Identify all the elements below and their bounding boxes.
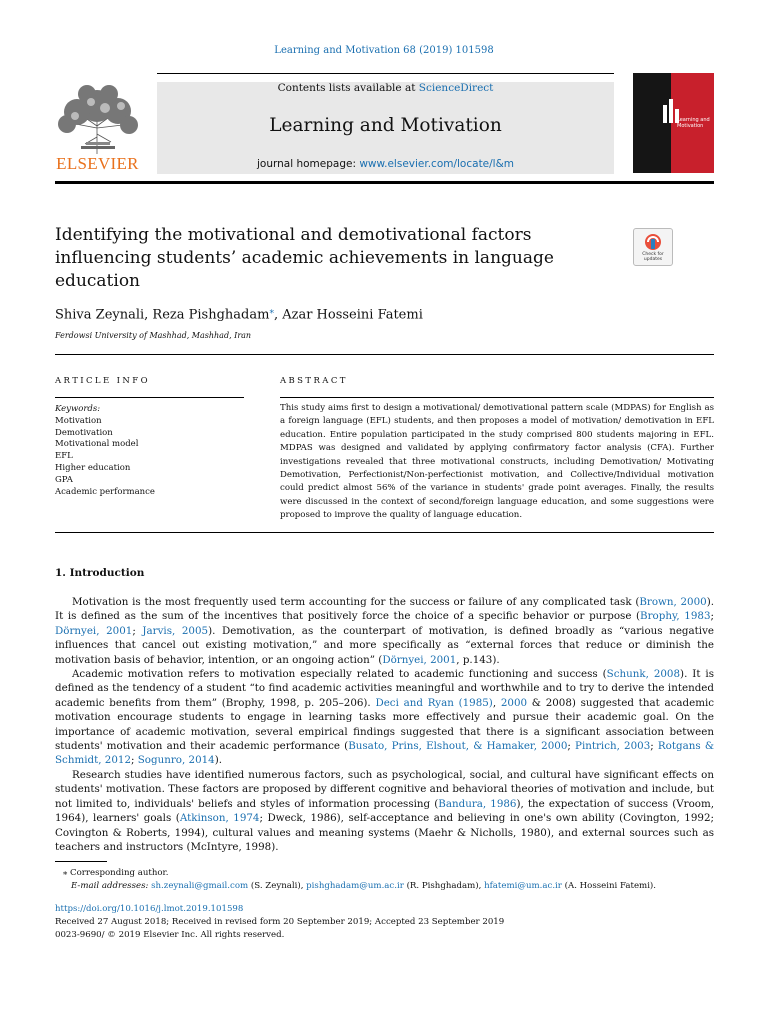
check-for-updates-badge[interactable] [633, 228, 673, 266]
text-run: , p.143). [456, 653, 500, 666]
keywords-label: Keywords: [55, 404, 101, 414]
text-run: ). It is defined as the tendency of a student “to find academic activities meaningful and worthwhile and to try to derive the intended academic benefits from them” (Brophy, 1998, p. 205–206). [55, 668, 714, 709]
contents-line [157, 82, 614, 94]
authors-part-2: , Azar Hosseini Fatemi [273, 307, 423, 323]
text-run: ). [214, 754, 223, 767]
citation-link[interactable]: Brown, 2000 [639, 596, 707, 608]
section-rule-bottom [55, 532, 714, 533]
header-thick-rule [55, 181, 714, 184]
text-run: , [492, 696, 501, 709]
keyword-item: Motivation [55, 415, 102, 426]
text-run: Research studies have identified numerous factors, such as psychological, social, and cultural have significant effects on students' motivation. These factors are proposed by different cognitive and behavioral theories of motivation and include, but not limited to, individuals' beliefs and styles of information processing ( [55, 768, 714, 810]
header-top-rule [157, 73, 614, 74]
introduction-body [55, 595, 714, 854]
email-owner: (S. Zeynali), [248, 881, 307, 891]
section-rule-top [55, 354, 714, 355]
journal-name: Learning and Motivation [269, 115, 502, 136]
citation-link[interactable]: Sogunro, 2014 [137, 754, 215, 767]
email-link[interactable]: sh.zeynali@gmail.com [151, 881, 249, 891]
email-link[interactable]: pishghadam@um.ac.ir [306, 881, 404, 891]
text-run: ; [132, 624, 143, 637]
text-run: ; [710, 610, 714, 623]
doi-link[interactable]: https://doi.org/10.1016/j.lmot.2019.101598 [55, 904, 244, 914]
introduction-heading: 1. Introduction [55, 567, 145, 579]
keywords-block [55, 404, 155, 498]
abstract-heading: ABSTRACT [280, 376, 348, 386]
footnotes [55, 867, 656, 893]
received-dates: Received 27 August 2018; Received in revised form 20 September 2019; Accepted 23 September 2019 [55, 917, 505, 927]
paragraph-2 [55, 667, 714, 768]
authors-part-1: Shiva Zeynali, Reza Pishghadam [55, 307, 270, 323]
citation-link[interactable]: Deci and Ryan (1985) [375, 696, 493, 709]
text-run: ). Demotivation, as the counterpart of motivation, is defined broadly as “various negative influences that cancel out existing motivation,” and more specifically as “external forces that reduce or diminish the motivation basis of behavior, intention, or an ongoing action” ( [55, 624, 714, 666]
text-run: Academic motivation refers to motivation especially related to academic functioning and success ( [72, 668, 607, 681]
citation-link[interactable]: 2000 [500, 696, 528, 709]
email-line [55, 880, 656, 893]
citation-link[interactable]: Bandura, 1986 [438, 797, 517, 810]
elsevier-logo[interactable] [55, 82, 140, 174]
citation-link[interactable]: Rotgans & Schmidt, 2012 [55, 740, 714, 767]
homepage-prefix: journal homepage: [256, 158, 360, 170]
check-for-updates-label: Check for updates [642, 252, 664, 262]
citation-link[interactable]: Dörnyei, 2001 [382, 653, 457, 666]
text-run: ; [567, 740, 576, 753]
keyword-item: Motivational model [55, 439, 139, 450]
citation-link[interactable]: Jarvis, 2005 [142, 624, 209, 637]
abstract-text: This study aims first to design a motivational/ demotivational pattern scale (MDPAS) for English as a foreign language (EFL) students, and then proposes a model of motivation/ demotivation in EFL education. Entire population participated in the study comprised 800 students majoring in EFL. MDPAS was designed and validated by applying confirmatory factor analysis (CFA). Further investigations revealed that three motivational constructs, including Demotivation/ Motivating Demotivation, Perfectionist/Non-perfectionist motivation, and Collective/Individual motivation could predict almost 56% of the variance in students' grade point averages. Finally, the results were discussed in the context of second/foreign language education, and some suggestions were proposed to improve the quality of language education. [280, 403, 714, 521]
citation-link[interactable]: Atkinson, 1974 [179, 812, 260, 825]
journal-masthead [157, 82, 614, 174]
citation-link[interactable]: Dörnyei, 2001 [55, 624, 133, 637]
journal-citation-link[interactable]: Learning and Motivation 68 (2019) 101598 [274, 45, 494, 56]
copyright-line: 0023-9690/ © 2019 Elsevier Inc. All rights reserved. [55, 930, 285, 940]
sciencedirect-link[interactable]: ScienceDirect [418, 82, 494, 94]
citation-link[interactable]: Busato, Prins, Elshout, & Hamaker, 2000 [348, 740, 568, 753]
text-run: & 2008) suggested that academic motivation encourage students to engage in learning tasks more effectively and pursue their academic goal. On the importance of academic motivation, several empirical findings suggested that there is a significant association between students' motivation and their academic performance ( [55, 696, 715, 753]
keyword-item: EFL [55, 451, 73, 462]
journal-homepage-link[interactable]: www.elsevier.com/locate/l&m [359, 158, 515, 170]
article-metadata [55, 903, 504, 942]
email-owner: (A. Hosseini Fatemi). [561, 881, 657, 891]
email-label: E-mail addresses: [71, 881, 152, 891]
email-link[interactable]: hfatemi@um.ac.ir [484, 881, 562, 891]
citation-link[interactable]: Schunk, 2008 [606, 668, 681, 681]
text-run: Motivation is the most frequently used term accounting for the success or failure of any complicated task ( [72, 596, 640, 608]
text-run: ). It is defined as the sum of the incentives that positively force the choice of a specific behavior or purpose ( [55, 596, 714, 623]
affiliation: Ferdowsi University of Mashhad, Mashhad, Iran [55, 331, 252, 340]
abstract-rule [280, 397, 714, 398]
corresponding-author-marker[interactable]: ⁎ [269, 306, 274, 316]
citation-link[interactable]: Brophy, 1983 [640, 610, 711, 623]
authors-line [55, 306, 423, 322]
text-run: ; [131, 754, 138, 767]
text-run: ; Dweck, 1986), self-acceptance and believing in one's own ability (Covington, 1992; Covington & Roberts, 1994), cultural values and meaning systems (Maehr & Nicholls, 1980), and external sources such as teachers and instructors (McIntyre, 1998). [55, 812, 714, 853]
cover-title: Learning and Motivation [677, 117, 710, 129]
footnote-rule [55, 861, 107, 862]
keyword-item: Demotivation [55, 427, 113, 438]
keyword-item: GPA [55, 474, 73, 485]
corresponding-author-note: ⁎ Corresponding author. [63, 868, 169, 878]
journal-cover-thumbnail[interactable] [633, 73, 714, 173]
keyword-item: Higher education [55, 462, 131, 473]
article-info-heading: ARTICLE INFO [55, 376, 150, 386]
article-info-rule [55, 397, 244, 398]
citation-link[interactable]: Pintrich, 2003 [575, 740, 651, 753]
paragraph-3 [55, 768, 714, 854]
text-run: ), the expectation of success (Vroom, 1964), learners' goals ( [55, 797, 715, 825]
email-owner: (R. Pishghadam), [403, 881, 485, 891]
elsevier-logo-text: ELSEVIER [56, 154, 139, 173]
article-title: Identifying the motivational and demotivational factors influencing students’ academic achievements in language education [55, 225, 554, 291]
elsevier-tree-icon [55, 82, 140, 156]
text-run: ; [650, 740, 658, 753]
paragraph-1 [55, 595, 714, 667]
contents-prefix: Contents lists available at [277, 82, 419, 94]
keyword-item: Academic performance [55, 486, 155, 497]
journal-homepage-line [157, 158, 614, 170]
